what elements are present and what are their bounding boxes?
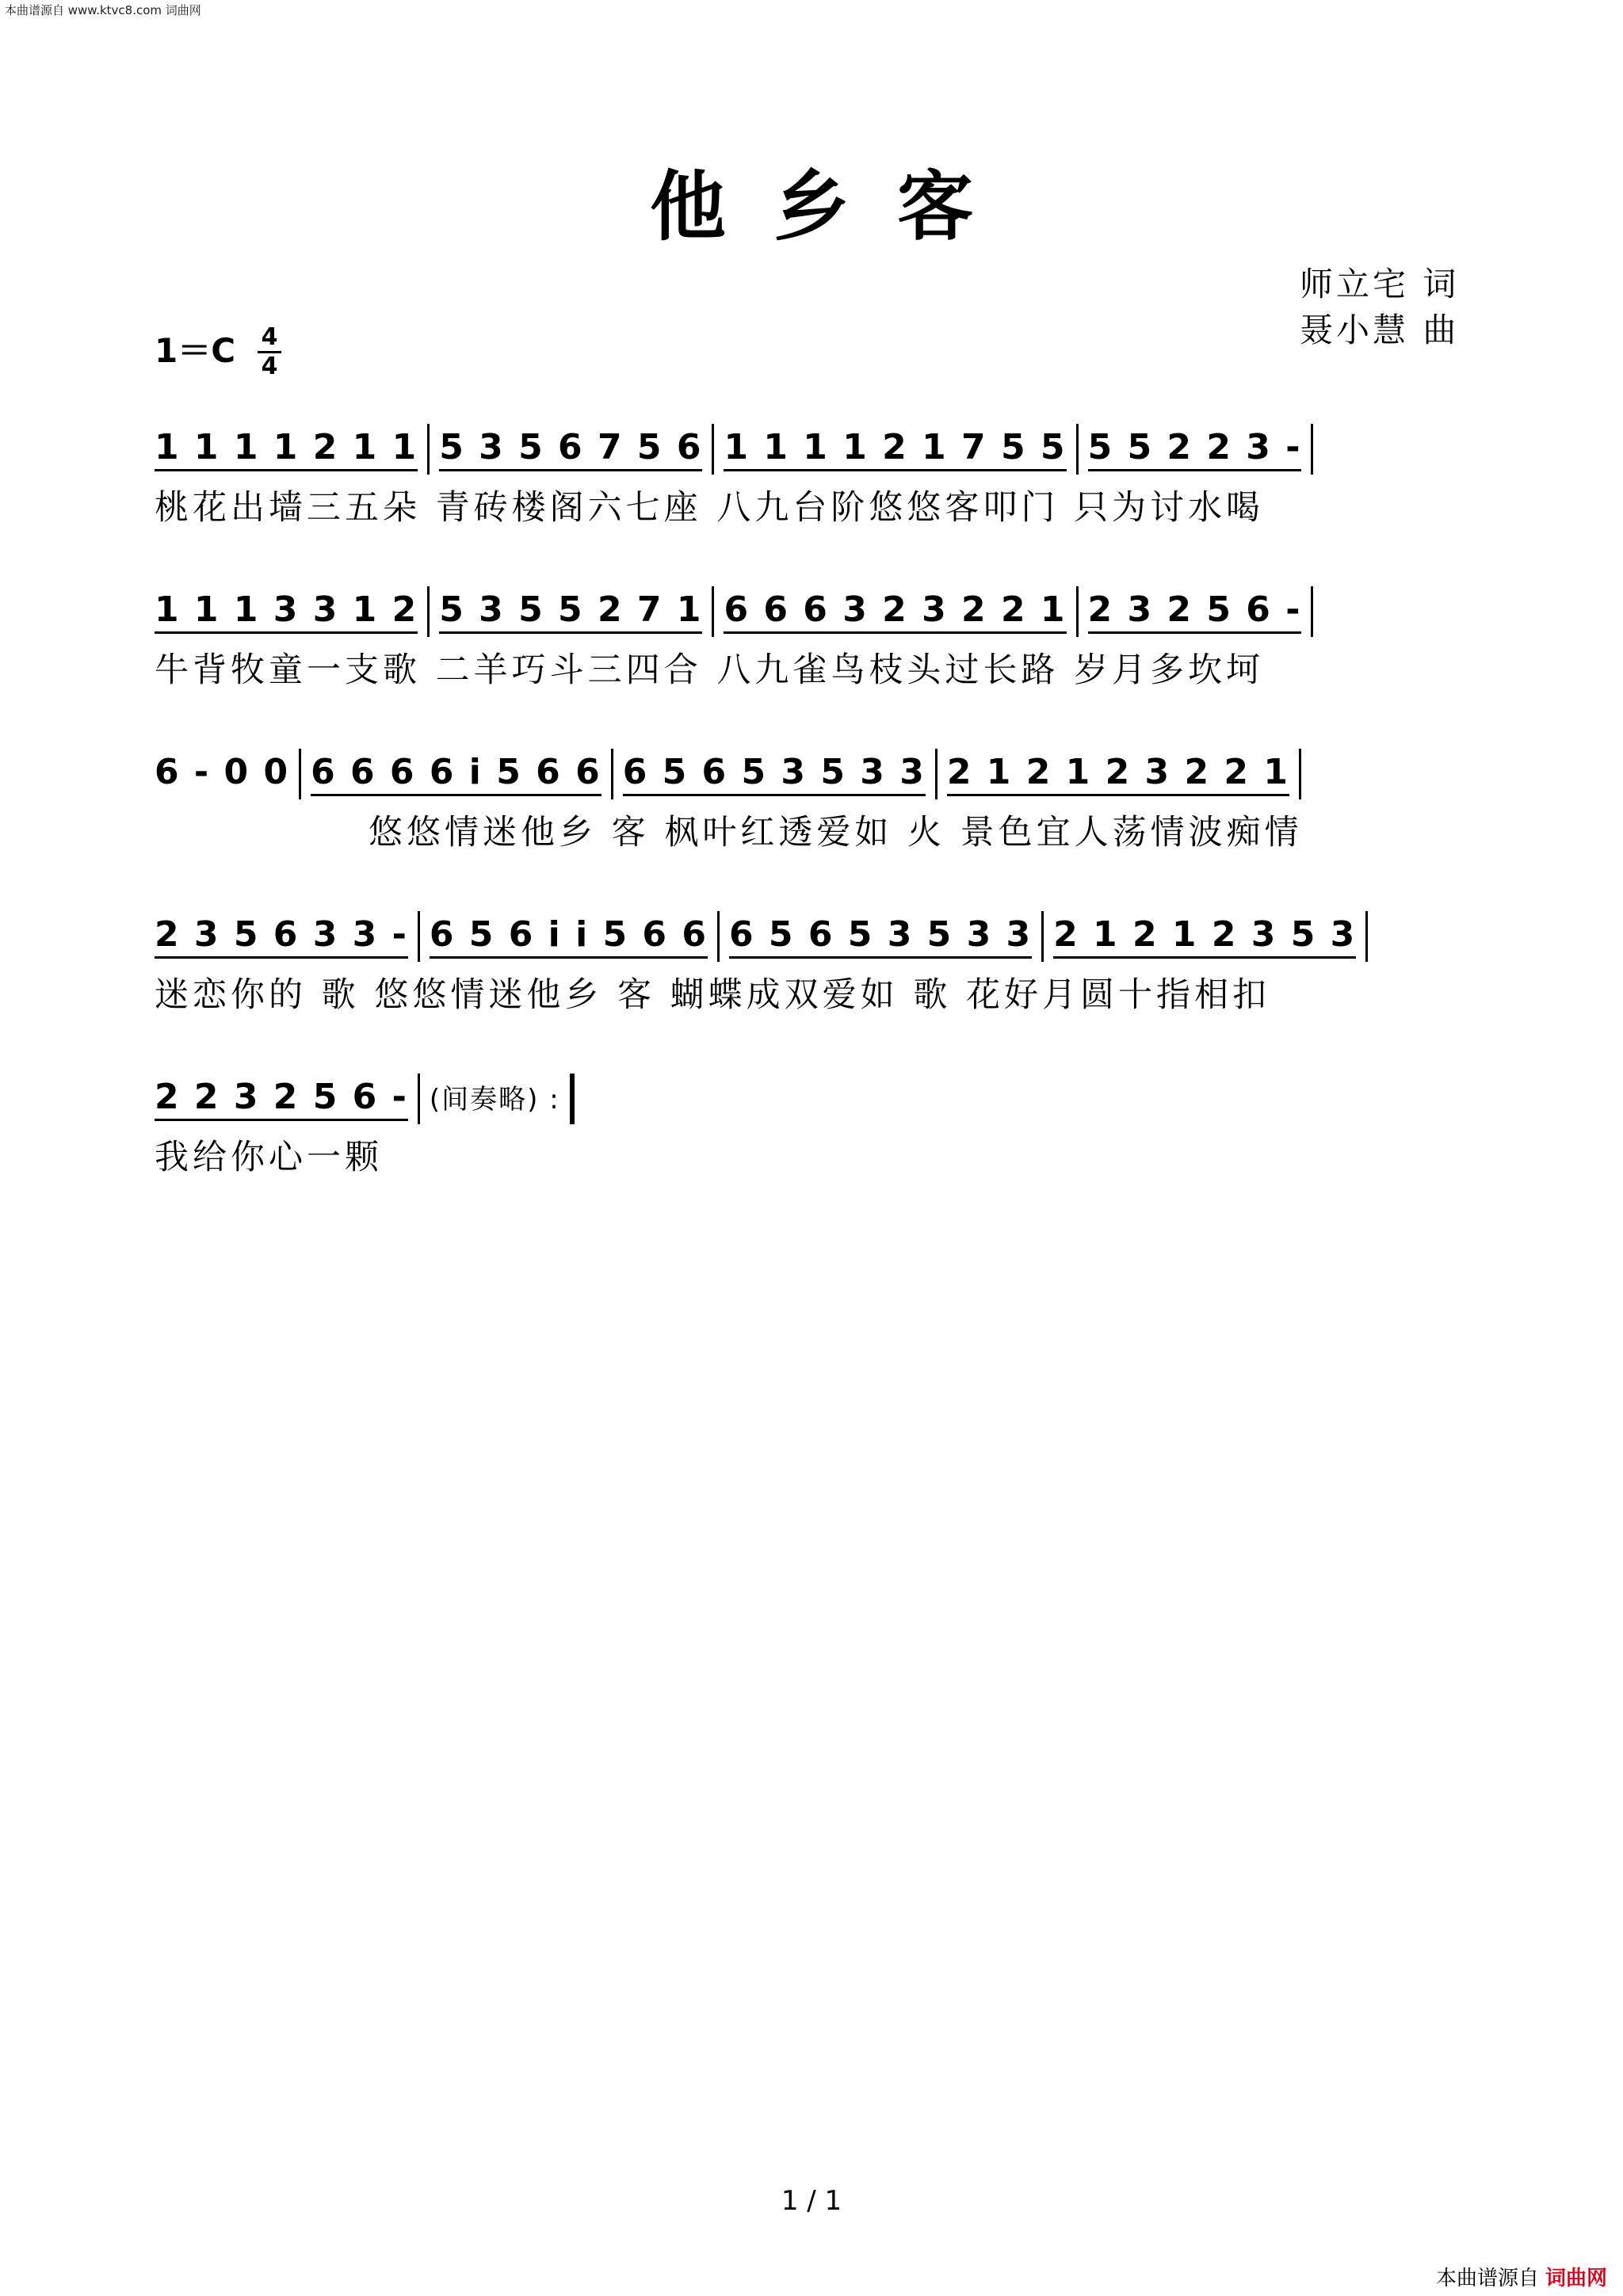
watermark-text: 本曲谱源自 — [1435, 2267, 1539, 2290]
measure: 2 3 5 6 3 3 - — [155, 914, 408, 959]
barline — [1365, 911, 1368, 962]
barline — [712, 586, 714, 637]
measure: 5 3 5 6 7 5 6 — [439, 427, 702, 471]
barline — [611, 749, 613, 799]
notes-line — [155, 1074, 1478, 1129]
page-number: 1 / 1 — [781, 2185, 842, 2217]
barline — [1076, 586, 1079, 637]
measure: 2 2 3 2 5 6 - — [155, 1077, 408, 1121]
measure: 2 1 2 1 2 3 2 2 1 — [947, 752, 1289, 796]
measure: 1 1 1 1 2 1 7 5 5 — [724, 427, 1066, 471]
measure: 2 1 2 1 2 3 5 3 — [1053, 914, 1356, 959]
barline — [935, 749, 938, 799]
composer: 聂小慧 曲 — [1300, 311, 1460, 349]
barline — [712, 424, 714, 475]
barline — [1311, 424, 1313, 475]
lyricist: 师立宅 词 — [1300, 265, 1460, 303]
measure: 6 5 6 i i 5 6 6 — [430, 914, 708, 959]
measure: 5 5 2 2 3 - — [1088, 427, 1302, 471]
measure: 6 6 6 6 i 5 6 6 — [311, 752, 601, 796]
song-title: 他乡客 — [650, 162, 1021, 251]
notes-line — [155, 749, 1478, 804]
notes-line — [155, 911, 1478, 967]
watermark-brand: 词曲网 — [1545, 2267, 1607, 2290]
credits — [1300, 261, 1459, 353]
barline — [427, 424, 430, 475]
measure: 1 1 1 1 2 1 1 — [155, 427, 418, 471]
measure: 6 5 6 5 3 5 3 3 — [623, 752, 926, 796]
final-barline — [570, 1074, 575, 1124]
measure: 6 6 6 3 2 3 2 2 1 — [724, 589, 1066, 634]
watermark-bottom — [1436, 2262, 1607, 2291]
lyric-line: 桃花出墙三五朵 青砖楼阁六七座 八九台阶悠悠客叩门 只为讨水喝 — [155, 488, 1265, 528]
lyric-line: 悠悠情迷他乡 客 枫叶红透爱如 火 景色宜人荡情波痴情 — [369, 813, 1303, 852]
lyric-line: 牛背牧童一支歌 二羊巧斗三四合 八九雀鸟枝头过长路 岁月多坎坷 — [155, 650, 1265, 690]
measure: 1 1 1 3 3 1 2 — [155, 589, 418, 634]
measure: 5 3 5 5 2 7 1 — [439, 589, 702, 634]
time-sig-top: 4 — [261, 323, 278, 351]
key-signature: 1＝C — [155, 331, 236, 370]
interlude-note: (间奏略) : — [429, 1084, 560, 1116]
time-sig-bottom: 4 — [261, 353, 278, 380]
lyric-line: 迷恋你的 歌 悠悠情迷他乡 客 蝴蝶成双爱如 歌 花好月圆十指相扣 — [155, 975, 1271, 1015]
measure: 2 3 2 5 6 - — [1088, 589, 1302, 634]
barline — [418, 911, 420, 962]
lyric-line: 我给你心一颗 — [155, 1138, 383, 1177]
time-signature — [258, 325, 281, 379]
barline — [299, 749, 301, 799]
measure: 6 5 6 5 3 5 3 3 — [729, 914, 1032, 959]
barline — [1041, 911, 1044, 962]
barline — [427, 586, 430, 637]
barline — [1076, 424, 1079, 475]
watermark-top: 本曲谱源自 www.ktvc8.com 词曲网 — [5, 3, 201, 17]
barline — [1311, 586, 1313, 637]
notes-line — [155, 586, 1478, 642]
measure: 6 - 0 0 — [155, 752, 290, 792]
barline — [717, 911, 720, 962]
notes-line — [155, 424, 1478, 479]
barline — [1299, 749, 1301, 799]
barline — [418, 1074, 420, 1124]
